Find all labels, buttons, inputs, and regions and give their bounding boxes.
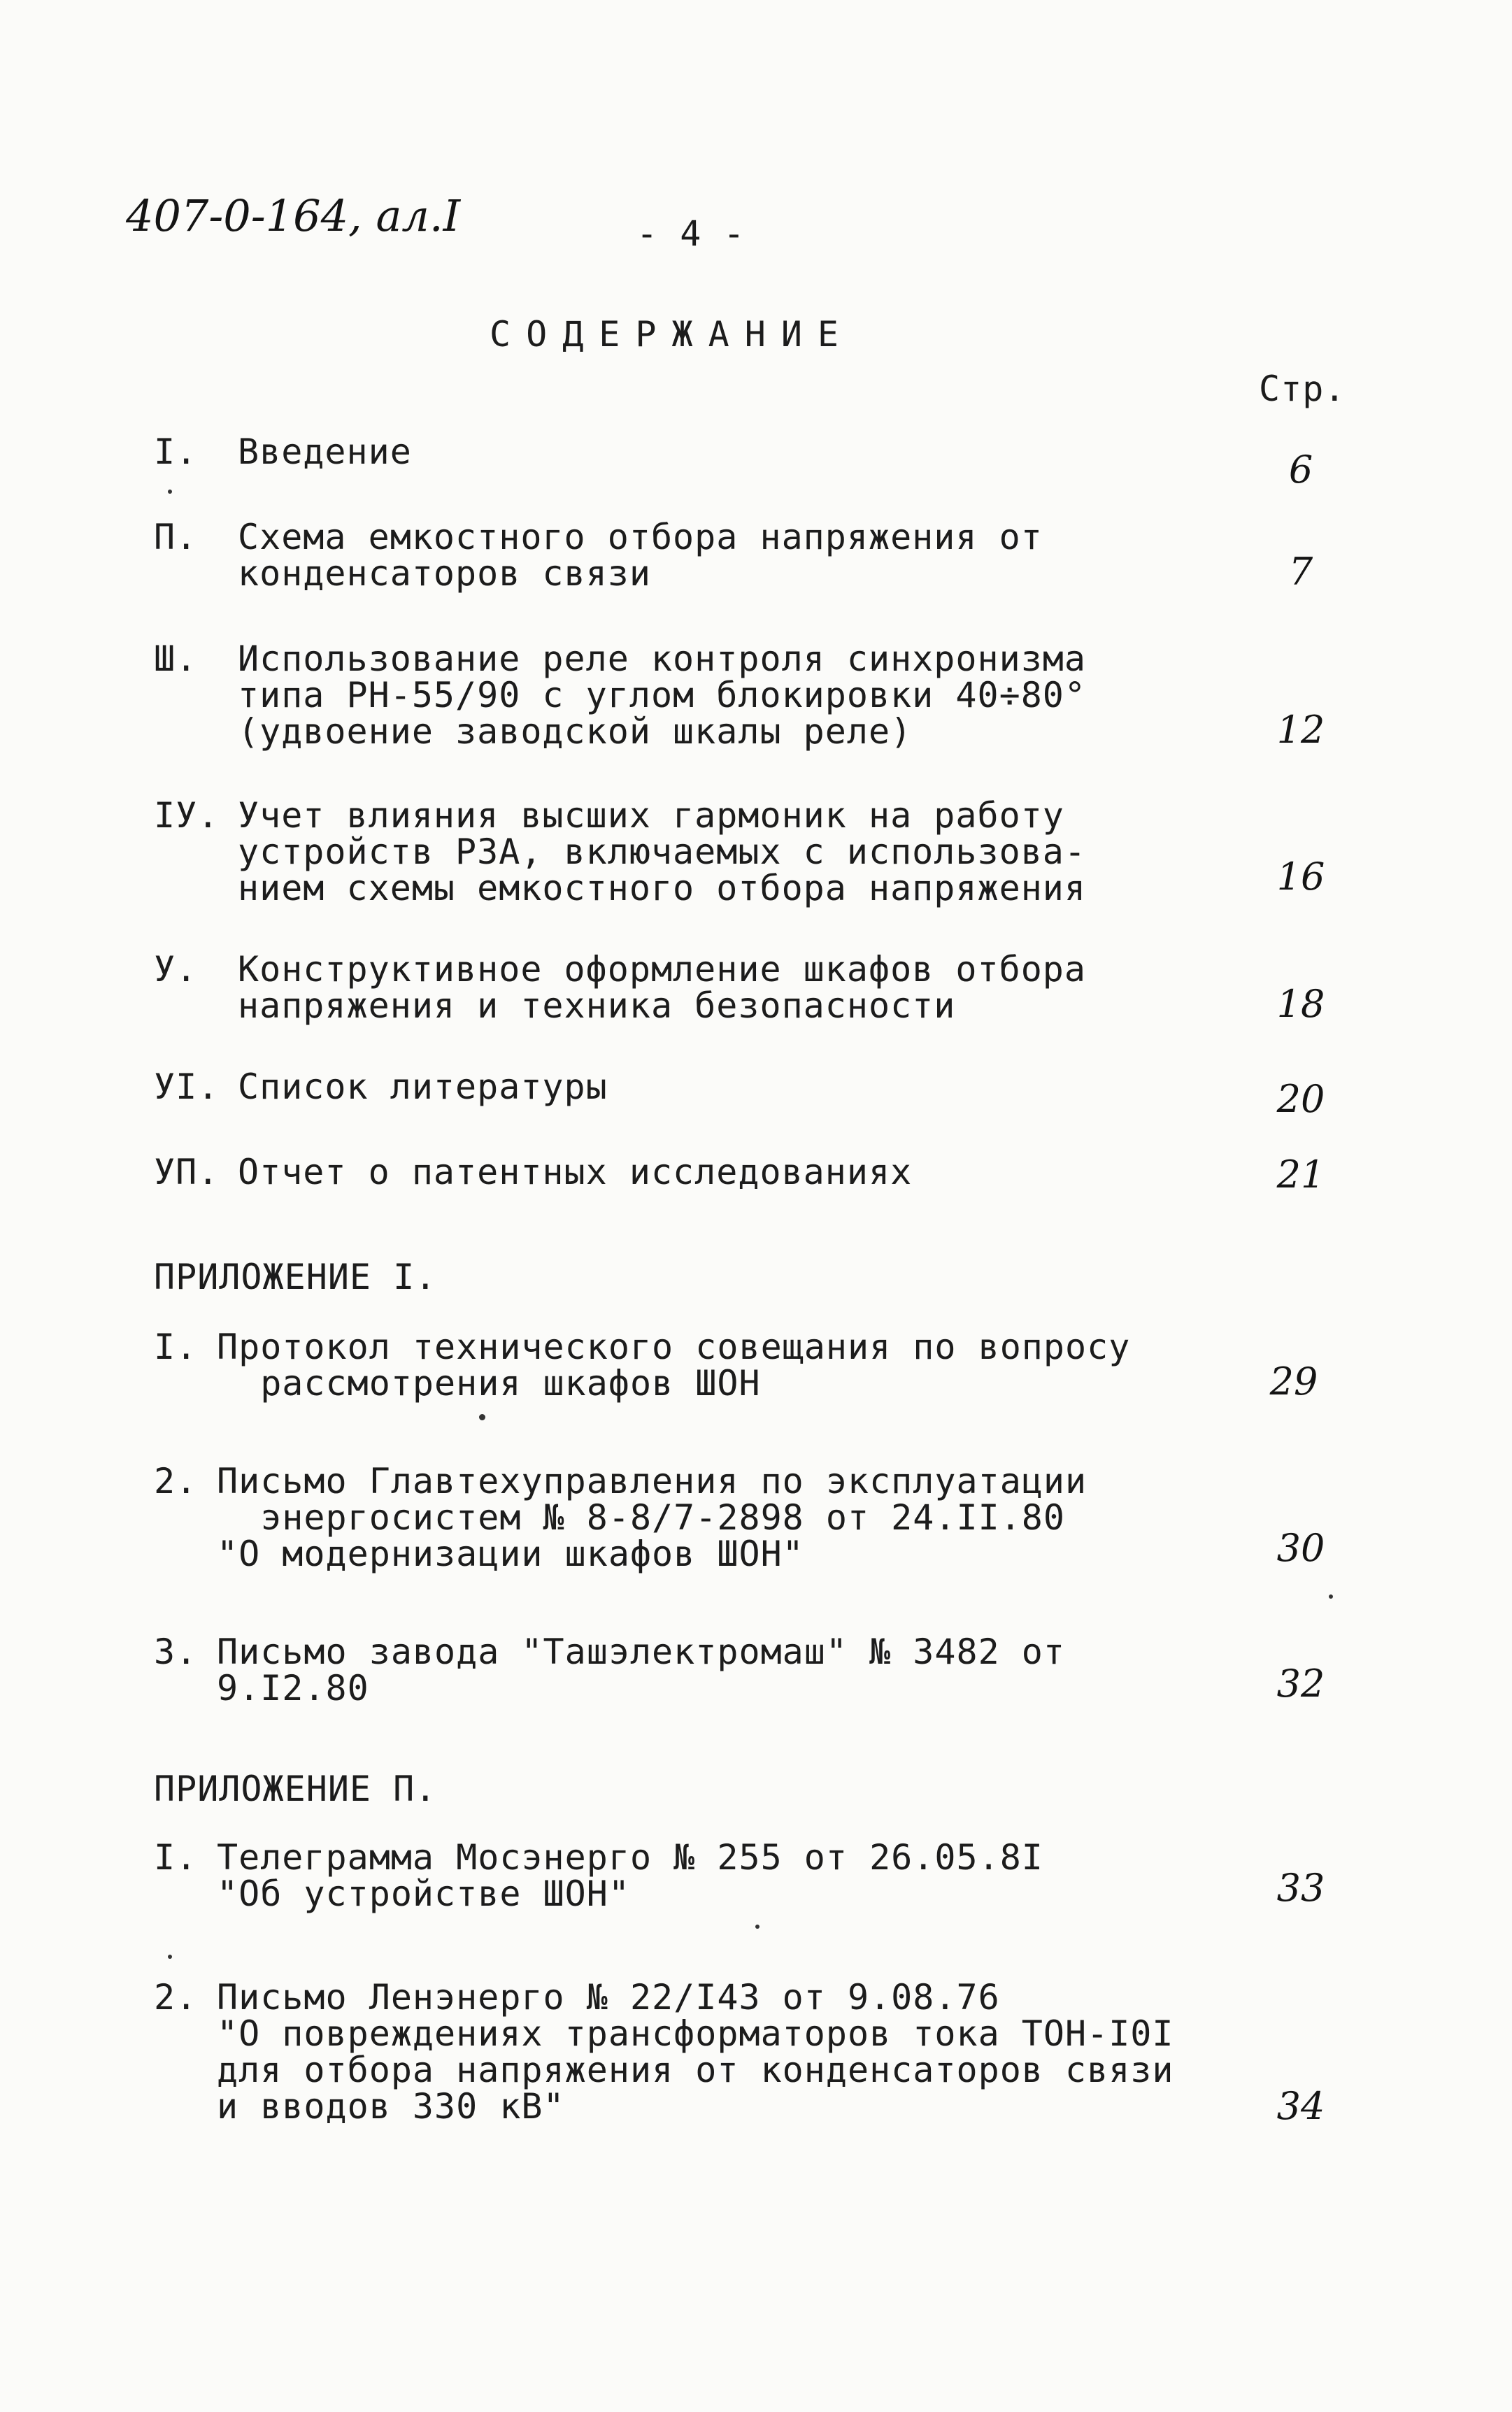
appendix-item-title: Протокол технического совещания по вопросу: [217, 1327, 1131, 1367]
appendix-item-page: 29: [1269, 1360, 1318, 1404]
toc-entry-title: Использование реле контроля синхронизма: [238, 638, 1086, 679]
appendix-item-title: энергосистем № 8-8/7-2898 от 24.II.80: [217, 1497, 1065, 1538]
appendix-item-page: 34: [1276, 2084, 1325, 2128]
appendix-item-number: 2.: [154, 1461, 198, 1501]
appendix-item-title: "Об устройстве ШОН": [217, 1874, 630, 1914]
page-title: СОДЕРЖАНИЕ: [490, 314, 855, 355]
scan-speck: [1329, 1594, 1333, 1599]
toc-entry-title: Схема емкостного отбора напряжения от: [238, 517, 1043, 557]
appendix-heading: ПРИЛОЖЕНИЕ П.: [154, 1769, 437, 1809]
appendix-item-title: Письмо Главтехуправления по эксплуатации: [217, 1461, 1087, 1501]
scan-speck: [168, 490, 172, 494]
toc-entry-number: У.: [154, 949, 198, 990]
toc-entry-title: Конструктивное оформление шкафов отбора: [238, 949, 1086, 990]
toc-entry-page: 6: [1288, 448, 1313, 492]
appendix-item-number: I.: [154, 1327, 198, 1367]
toc-entry-title: типа РН-55/90 с углом блокировки 40÷80°: [238, 675, 1086, 715]
appendix-item-title: Письмо Ленэнерго № 22/I43 от 9.08.76: [217, 1977, 1000, 2018]
toc-entry-number: I.: [154, 431, 198, 472]
toc-entry-title: Список литературы: [238, 1066, 608, 1107]
appendix-item-number: 2.: [154, 1977, 198, 2018]
toc-entry-title: устройств РЗА, включаемых с использова-: [238, 832, 1086, 872]
toc-entry-title: Отчет о патентных исследованиях: [238, 1152, 913, 1192]
appendix-item-title: 9.I2.80: [217, 1668, 369, 1708]
appendix-item-title: для отбора напряжения от конденсаторов связи: [217, 2050, 1174, 2090]
toc-entry-number: УI.: [154, 1066, 220, 1107]
appendix-item-title: "О модернизации шкафов ШОН": [217, 1534, 804, 1574]
toc-entry-page: 20: [1276, 1077, 1325, 1121]
toc-entry-page: 16: [1276, 855, 1325, 899]
appendix-item-title: "О повреждениях трансформаторов тока ТОН-I0I: [217, 2013, 1174, 2054]
appendix-item-page: 30: [1276, 1526, 1325, 1570]
appendix-item-page: 32: [1276, 1662, 1325, 1706]
document-code: 407-0-164, ал.I: [126, 190, 461, 241]
page-number: - 4 -: [636, 213, 746, 254]
appendix-item-title: Телеграмма Мосэнерго № 255 от 26.05.8I: [217, 1837, 1043, 1878]
page-column-label: Стр.: [1259, 369, 1346, 409]
scan-speck: [479, 1414, 485, 1420]
toc-entry-page: 12: [1276, 708, 1325, 752]
toc-entry-number: Ш.: [154, 638, 198, 679]
toc-entry-title: напряжения и техника безопасности: [238, 985, 956, 1026]
toc-entry-title: Введение: [238, 431, 412, 472]
appendix-item-number: 3.: [154, 1632, 198, 1672]
appendix-heading: ПРИЛОЖЕНИЕ I.: [154, 1257, 437, 1297]
toc-entry-number: IУ.: [154, 795, 220, 836]
toc-entry-title: нием схемы емкостного отбора напряжения: [238, 868, 1086, 908]
toc-entry-number: УП.: [154, 1152, 220, 1192]
scan-speck: [755, 1925, 759, 1929]
toc-entry-page: 7: [1288, 550, 1313, 594]
toc-entry-number: П.: [154, 517, 198, 557]
scan-speck: [168, 1955, 172, 1959]
appendix-item-page: 33: [1276, 1866, 1325, 1910]
toc-entry-page: 21: [1276, 1153, 1325, 1197]
appendix-item-title: и вводов 330 кВ": [217, 2086, 565, 2127]
appendix-item-number: I.: [154, 1837, 198, 1878]
appendix-item-title: рассмотрения шкафов ШОН: [217, 1363, 761, 1404]
appendix-item-title: Письмо завода "Ташэлектромаш" № 3482 от: [217, 1632, 1065, 1672]
toc-entry-page: 18: [1276, 982, 1325, 1026]
toc-entry-title: конденсаторов связи: [238, 553, 651, 594]
toc-entry-title: (удвоение заводской шкалы реле): [238, 711, 913, 752]
toc-entry-title: Учет влияния высших гармоник на работу: [238, 795, 1064, 836]
